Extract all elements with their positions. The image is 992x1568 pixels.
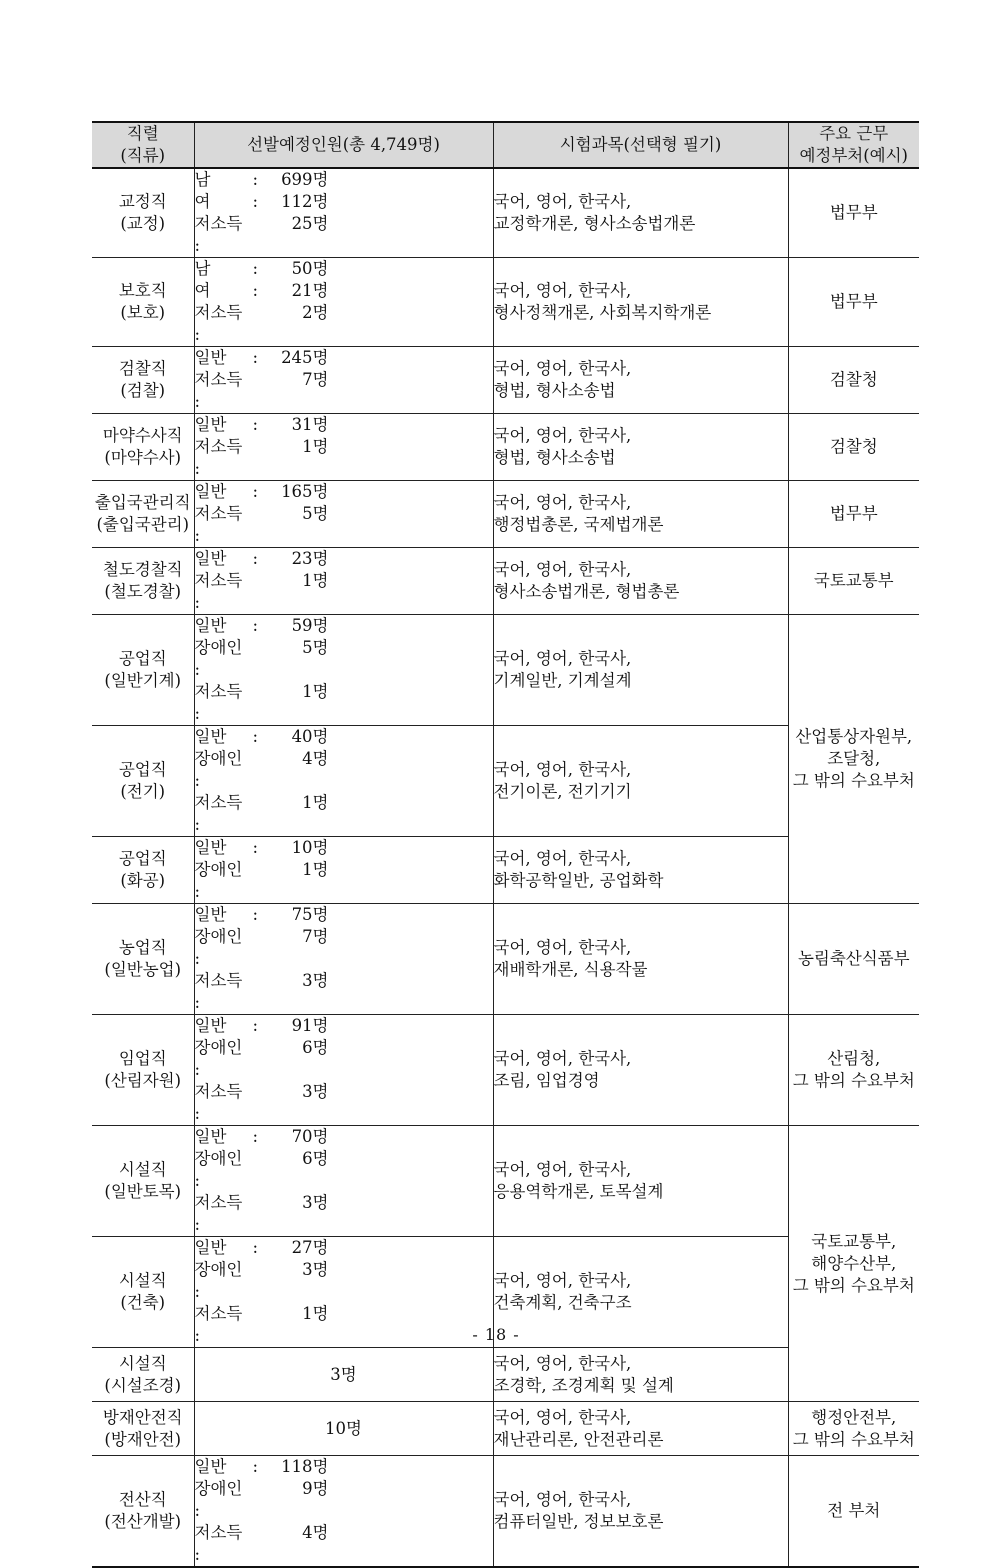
job-subtitle: (전기) <box>120 782 166 801</box>
header-row <box>92 122 919 168</box>
quota-line <box>195 748 493 792</box>
quota-number: 1명 <box>302 793 329 812</box>
quota-line <box>195 1148 493 1192</box>
quota-number: 2명 <box>302 303 329 322</box>
quota-label: 저소득 : <box>194 1193 243 1234</box>
table-row <box>92 904 919 1015</box>
dept-line: 법무부 <box>829 292 878 311</box>
quota-label: 일반 <box>194 727 227 746</box>
quota-number: 3명 <box>302 1260 329 1279</box>
job-title: 임업직 <box>118 1049 167 1068</box>
subjects-cell <box>493 837 788 904</box>
quota-label: 일반 <box>194 1127 227 1146</box>
quota-line: 남 : 699명 <box>194 170 329 189</box>
quota-number: 4명 <box>302 1523 329 1542</box>
quota-number: 7명 <box>302 370 329 389</box>
subjects-line: 국어, 영어, 한국사, <box>493 1490 632 1509</box>
quota-line <box>195 1192 493 1236</box>
quota-label: 일반 <box>194 616 227 635</box>
quota-label: 저소득 : <box>194 370 243 411</box>
quota-line <box>195 503 493 547</box>
quota-label: 일반 <box>194 415 227 434</box>
quota-line <box>195 926 493 970</box>
quota-label: 저소득 : <box>194 504 243 545</box>
job-subtitle: (시설조경) <box>104 1375 182 1395</box>
quota-label: 저소득 : <box>194 214 243 255</box>
quota-line <box>195 436 493 480</box>
dept-line: 국토교통부, <box>811 1231 897 1251</box>
subjects-line: 국어, 영어, 한국사, <box>493 849 632 868</box>
subjects-line: 국어, 영어, 한국사, <box>493 493 632 512</box>
quota-line: 일반 : 118명 <box>194 1457 329 1476</box>
job-cell <box>92 414 194 481</box>
quota-number: 91명 <box>291 1016 329 1035</box>
quota-line <box>195 681 493 725</box>
quota-line: 일반 : 10명 <box>194 838 329 857</box>
header-job <box>92 122 194 168</box>
quota-number: 3명 <box>302 1193 329 1212</box>
quota-label: 일반 <box>194 1016 227 1035</box>
subjects-line: 기계일반, 기계설계 <box>493 671 632 690</box>
quota-label: 저소득 : <box>194 682 243 723</box>
quota-number: 112명 <box>281 192 329 211</box>
job-title: 출입국관리직 <box>94 493 191 512</box>
quota-label: 남 <box>194 170 211 189</box>
subjects-line: 재배학개론, 식용작물 <box>493 960 648 979</box>
quota-cell <box>194 1348 493 1402</box>
quota-label: 남 <box>194 259 211 278</box>
quota-number: 3명 <box>302 1082 329 1101</box>
subjects-line: 국어, 영어, 한국사, <box>493 649 632 668</box>
quota-number: 75명 <box>291 905 329 924</box>
quota-label: 여 <box>194 192 211 211</box>
job-title: 농업직 <box>118 938 167 957</box>
dept-line: 그 밖의 수요부처 <box>792 771 915 790</box>
job-title: 마약수사직 <box>102 426 183 445</box>
quota-number: 3명 <box>302 971 329 990</box>
table-row <box>92 1015 919 1126</box>
table-row <box>92 548 919 615</box>
subjects-line: 국어, 영어, 한국사, <box>493 938 632 957</box>
subjects-line: 형사소송법개론, 형법총론 <box>493 582 680 601</box>
job-title: 보호직 <box>118 281 167 300</box>
dept-cell <box>788 1456 919 1568</box>
subjects-cell <box>493 1402 788 1456</box>
job-subtitle: (교정) <box>120 214 166 233</box>
job-title: 시설직 <box>118 1353 167 1373</box>
quota-number: 59명 <box>291 616 329 635</box>
quota-cell <box>194 1126 493 1237</box>
dept-cell <box>788 1402 919 1456</box>
quota-line <box>195 1522 493 1566</box>
quota-number: 31명 <box>291 415 329 434</box>
quota-label: 일반 <box>194 348 227 367</box>
dept-cell <box>788 615 919 904</box>
job-cell <box>92 837 194 904</box>
quota-number: 9명 <box>302 1479 329 1498</box>
quota-line <box>195 1478 493 1522</box>
quota-label: 일반 <box>194 1238 227 1257</box>
quota-line: 여 : 112명 <box>194 192 329 211</box>
quota-line: 일반 : 59명 <box>194 616 329 635</box>
subjects-line: 국어, 영어, 한국사, <box>493 560 632 579</box>
table-row <box>92 481 919 548</box>
job-title: 검찰직 <box>118 359 167 378</box>
job-subtitle: (일반기계) <box>104 671 182 690</box>
subjects-line: 응용역학개론, 토목설계 <box>493 1182 664 1201</box>
job-cell <box>92 1015 194 1126</box>
subjects-line: 조림, 임업경영 <box>493 1071 600 1090</box>
quota-number: 6명 <box>302 1038 329 1057</box>
subjects-cell <box>493 258 788 347</box>
quota-cell <box>194 347 493 414</box>
job-cell <box>92 548 194 615</box>
job-subtitle: (출입국관리) <box>96 515 190 534</box>
quota-line: 일반 : 245명 <box>194 348 329 367</box>
quota-number: 40명 <box>291 727 329 746</box>
subjects-cell <box>493 1015 788 1126</box>
job-title: 공업직 <box>118 849 167 868</box>
subjects-line: 전기이론, 전기기기 <box>493 782 632 801</box>
quota-label: 저소득 : <box>194 793 243 834</box>
quota-number: 1명 <box>302 437 329 456</box>
job-cell <box>92 1348 194 1402</box>
quota-label: 일반 <box>194 1457 227 1476</box>
job-subtitle: (검찰) <box>120 381 166 400</box>
dept-cell <box>788 481 919 548</box>
quota-number: 4명 <box>302 749 329 768</box>
quota-line <box>195 1259 493 1303</box>
quota-cell <box>194 548 493 615</box>
header-job-line: (직류) <box>120 146 166 165</box>
subjects-line: 조경학, 조경계획 및 설계 <box>493 1375 674 1395</box>
subjects-line: 형법, 형사소송법 <box>493 448 616 467</box>
quota-line: 일반 : 70명 <box>194 1127 329 1146</box>
quota-cell <box>194 726 493 837</box>
dept-line: 그 밖의 수요부처 <box>792 1071 915 1090</box>
table-row <box>92 258 919 347</box>
job-cell <box>92 904 194 1015</box>
subjects-cell <box>493 904 788 1015</box>
header-job-line: 직렬 <box>126 124 159 143</box>
dept-cell <box>788 904 919 1015</box>
subjects-cell <box>493 548 788 615</box>
quota-line: 일반 : 27명 <box>194 1238 329 1257</box>
job-cell <box>92 726 194 837</box>
quota-line <box>195 369 493 413</box>
dept-cell <box>788 1015 919 1126</box>
quota-total: 10명 <box>325 1418 362 1438</box>
job-title: 교정직 <box>118 192 167 211</box>
quota-line: 일반 : 75명 <box>194 905 329 924</box>
job-title: 철도경찰직 <box>102 560 183 579</box>
subjects-cell <box>493 726 788 837</box>
subjects-cell <box>493 1456 788 1568</box>
quota-number: 6명 <box>302 1149 329 1168</box>
subjects-line: 행정법총론, 국제법개론 <box>493 515 664 534</box>
job-title: 방재안전직 <box>102 1407 183 1427</box>
job-subtitle: (철도경찰) <box>104 582 182 601</box>
quota-label: 장애인 : <box>194 1479 243 1520</box>
dept-line: 검찰청 <box>829 370 878 389</box>
quota-line <box>195 570 493 614</box>
quota-label: 저소득 : <box>194 1304 243 1345</box>
quota-label: 저소득 : <box>194 1523 243 1564</box>
quota-label: 저소득 : <box>194 437 243 478</box>
subjects-line: 국어, 영어, 한국사, <box>493 1160 632 1179</box>
quota-label: 일반 <box>194 549 227 568</box>
quota-label: 장애인 : <box>194 1149 243 1190</box>
job-cell <box>92 481 194 548</box>
job-cell <box>92 1456 194 1568</box>
quota-line: 일반 : 40명 <box>194 727 329 746</box>
header-dept-line: 예정부처(예시) <box>799 146 908 165</box>
dept-line: 국토교통부 <box>813 571 894 590</box>
dept-line: 해양수산부, <box>811 1253 897 1273</box>
table-row <box>92 1126 919 1237</box>
dept-line: 행정안전부, <box>811 1407 897 1427</box>
quota-label: 장애인 : <box>194 749 243 790</box>
quota-cell <box>194 1402 493 1456</box>
quota-cell <box>194 904 493 1015</box>
quota-cell <box>194 1015 493 1126</box>
quota-label: 일반 <box>194 482 227 501</box>
subjects-line: 국어, 영어, 한국사, <box>493 1271 632 1290</box>
quota-label: 장애인 : <box>194 1260 243 1301</box>
job-title: 공업직 <box>118 760 167 779</box>
job-cell <box>92 168 194 258</box>
quota-line <box>195 637 493 681</box>
quota-cell <box>194 615 493 726</box>
page-number: - 18 - <box>472 1325 520 1344</box>
subjects-line: 형사정책개론, 사회복지학개론 <box>493 303 712 322</box>
subjects-cell <box>493 347 788 414</box>
quota-cell <box>194 837 493 904</box>
subjects-cell <box>493 1126 788 1237</box>
job-title: 시설직 <box>118 1160 167 1179</box>
subjects-line: 국어, 영어, 한국사, <box>493 1407 632 1427</box>
job-subtitle: (산림자원) <box>104 1071 182 1090</box>
subjects-cell <box>493 168 788 258</box>
subjects-line: 국어, 영어, 한국사, <box>493 359 632 378</box>
quota-label: 저소득 : <box>194 1082 243 1123</box>
quota-line <box>195 1037 493 1081</box>
subjects-line: 국어, 영어, 한국사, <box>493 760 632 779</box>
quota-line: 일반 : 31명 <box>194 415 329 434</box>
subjects-line: 국어, 영어, 한국사, <box>493 1353 632 1373</box>
dept-line: 산림청, <box>827 1049 881 1068</box>
job-subtitle: (방재안전) <box>104 1429 182 1449</box>
subjects-line: 국어, 영어, 한국사, <box>493 1049 632 1068</box>
job-cell <box>92 615 194 726</box>
job-title: 공업직 <box>118 649 167 668</box>
header-quota: 선발예정인원(총 4,749명) <box>194 122 493 168</box>
dept-line: 그 밖의 수요부처 <box>792 1429 915 1449</box>
quota-label: 장애인 : <box>194 1038 243 1079</box>
quota-label: 일반 <box>194 905 227 924</box>
quota-total: 3명 <box>330 1364 357 1384</box>
job-subtitle: (일반농업) <box>104 960 182 979</box>
table-row <box>92 347 919 414</box>
quota-line: 일반 : 91명 <box>194 1016 329 1035</box>
subjects-cell <box>493 414 788 481</box>
job-subtitle: (마약수사) <box>104 448 182 467</box>
subjects-cell <box>493 481 788 548</box>
dept-line: 법무부 <box>829 504 878 523</box>
job-cell <box>92 258 194 347</box>
dept-cell <box>788 1126 919 1402</box>
dept-line: 그 밖의 수요부처 <box>792 1275 915 1295</box>
quota-number: 21명 <box>291 281 329 300</box>
dept-line: 농림축산식품부 <box>797 949 910 968</box>
subjects-line: 컴퓨터일반, 정보보호론 <box>493 1512 664 1531</box>
quota-cell <box>194 481 493 548</box>
subjects-line: 국어, 영어, 한국사, <box>493 426 632 445</box>
job-title: 시설직 <box>118 1271 167 1290</box>
quota-number: 23명 <box>291 549 329 568</box>
quota-line <box>195 213 493 257</box>
job-title: 전산직 <box>118 1490 167 1509</box>
quota-number: 165명 <box>281 482 329 501</box>
dept-line: 법무부 <box>829 203 878 222</box>
table-row <box>92 414 919 481</box>
quota-number: 245명 <box>281 348 329 367</box>
quota-number: 10명 <box>291 838 329 857</box>
job-subtitle: (보호) <box>120 303 166 322</box>
quota-cell <box>194 168 493 258</box>
quota-label: 저소득 : <box>194 571 243 612</box>
quota-label: 일반 <box>194 838 227 857</box>
dept-line: 전 부처 <box>827 1501 881 1520</box>
quota-line <box>195 302 493 346</box>
quota-cell <box>194 258 493 347</box>
table-row <box>92 168 919 258</box>
quota-label: 저소득 : <box>194 303 243 344</box>
quota-label: 여 <box>194 281 211 300</box>
table-row <box>92 1456 919 1568</box>
recruitment-table <box>92 121 919 1568</box>
job-subtitle: (전산개발) <box>104 1512 182 1531</box>
quota-line <box>195 970 493 1014</box>
job-cell <box>92 1126 194 1237</box>
subjects-line: 국어, 영어, 한국사, <box>493 192 632 211</box>
quota-number: 7명 <box>302 927 329 946</box>
header-dept <box>788 122 919 168</box>
job-subtitle: (일반토목) <box>104 1182 182 1201</box>
job-subtitle: (건축) <box>120 1293 166 1312</box>
quota-cell <box>194 1456 493 1568</box>
subjects-cell <box>493 615 788 726</box>
subjects-line: 재난관리론, 안전관리론 <box>493 1429 664 1449</box>
quota-line: 여 : 21명 <box>194 281 329 300</box>
quota-number: 699명 <box>281 170 329 189</box>
dept-cell <box>788 414 919 481</box>
dept-cell <box>788 347 919 414</box>
subjects-line: 형법, 형사소송법 <box>493 381 616 400</box>
quota-number: 1명 <box>302 571 329 590</box>
quota-number: 25명 <box>291 214 329 233</box>
dept-cell <box>788 168 919 258</box>
quota-line: 남 : 50명 <box>194 259 329 278</box>
quota-number: 50명 <box>291 259 329 278</box>
subjects-line: 교정학개론, 형사소송법개론 <box>493 214 696 233</box>
header-dept-line: 주요 근무 <box>819 124 889 143</box>
quota-line: 일반 : 23명 <box>194 549 329 568</box>
dept-line: 조달청, <box>827 749 881 768</box>
quota-number: 5명 <box>302 638 329 657</box>
dept-line: 검찰청 <box>829 437 878 456</box>
dept-cell <box>788 258 919 347</box>
dept-line: 산업통상자원부, <box>795 727 913 746</box>
quota-label: 저소득 : <box>194 971 243 1012</box>
subjects-line: 국어, 영어, 한국사, <box>493 281 632 300</box>
quota-line: 일반 : 165명 <box>194 482 329 501</box>
dept-cell <box>788 548 919 615</box>
header-subjects: 시험과목(선택형 필기) <box>493 122 788 168</box>
quota-number: 5명 <box>302 504 329 523</box>
subjects-line: 건축계획, 건축구조 <box>493 1293 632 1312</box>
subjects-cell <box>493 1348 788 1402</box>
quota-label: 장애인 : <box>194 927 243 968</box>
table-row <box>92 1402 919 1456</box>
quota-label: 장애인 : <box>194 860 243 901</box>
quota-number: 1명 <box>302 860 329 879</box>
quota-line <box>195 859 493 903</box>
job-cell <box>92 1402 194 1456</box>
quota-number: 1명 <box>302 682 329 701</box>
subjects-line: 화학공학일반, 공업화학 <box>493 871 664 890</box>
quota-cell <box>194 414 493 481</box>
job-cell <box>92 347 194 414</box>
quota-line <box>195 1081 493 1125</box>
table-row <box>92 615 919 726</box>
quota-number: 27명 <box>291 1238 329 1257</box>
quota-number: 1명 <box>302 1304 329 1323</box>
quota-label: 장애인 : <box>194 638 243 679</box>
quota-number: 70명 <box>291 1127 329 1146</box>
job-subtitle: (화공) <box>120 871 166 890</box>
quota-line <box>195 792 493 836</box>
quota-number: 118명 <box>281 1457 329 1476</box>
